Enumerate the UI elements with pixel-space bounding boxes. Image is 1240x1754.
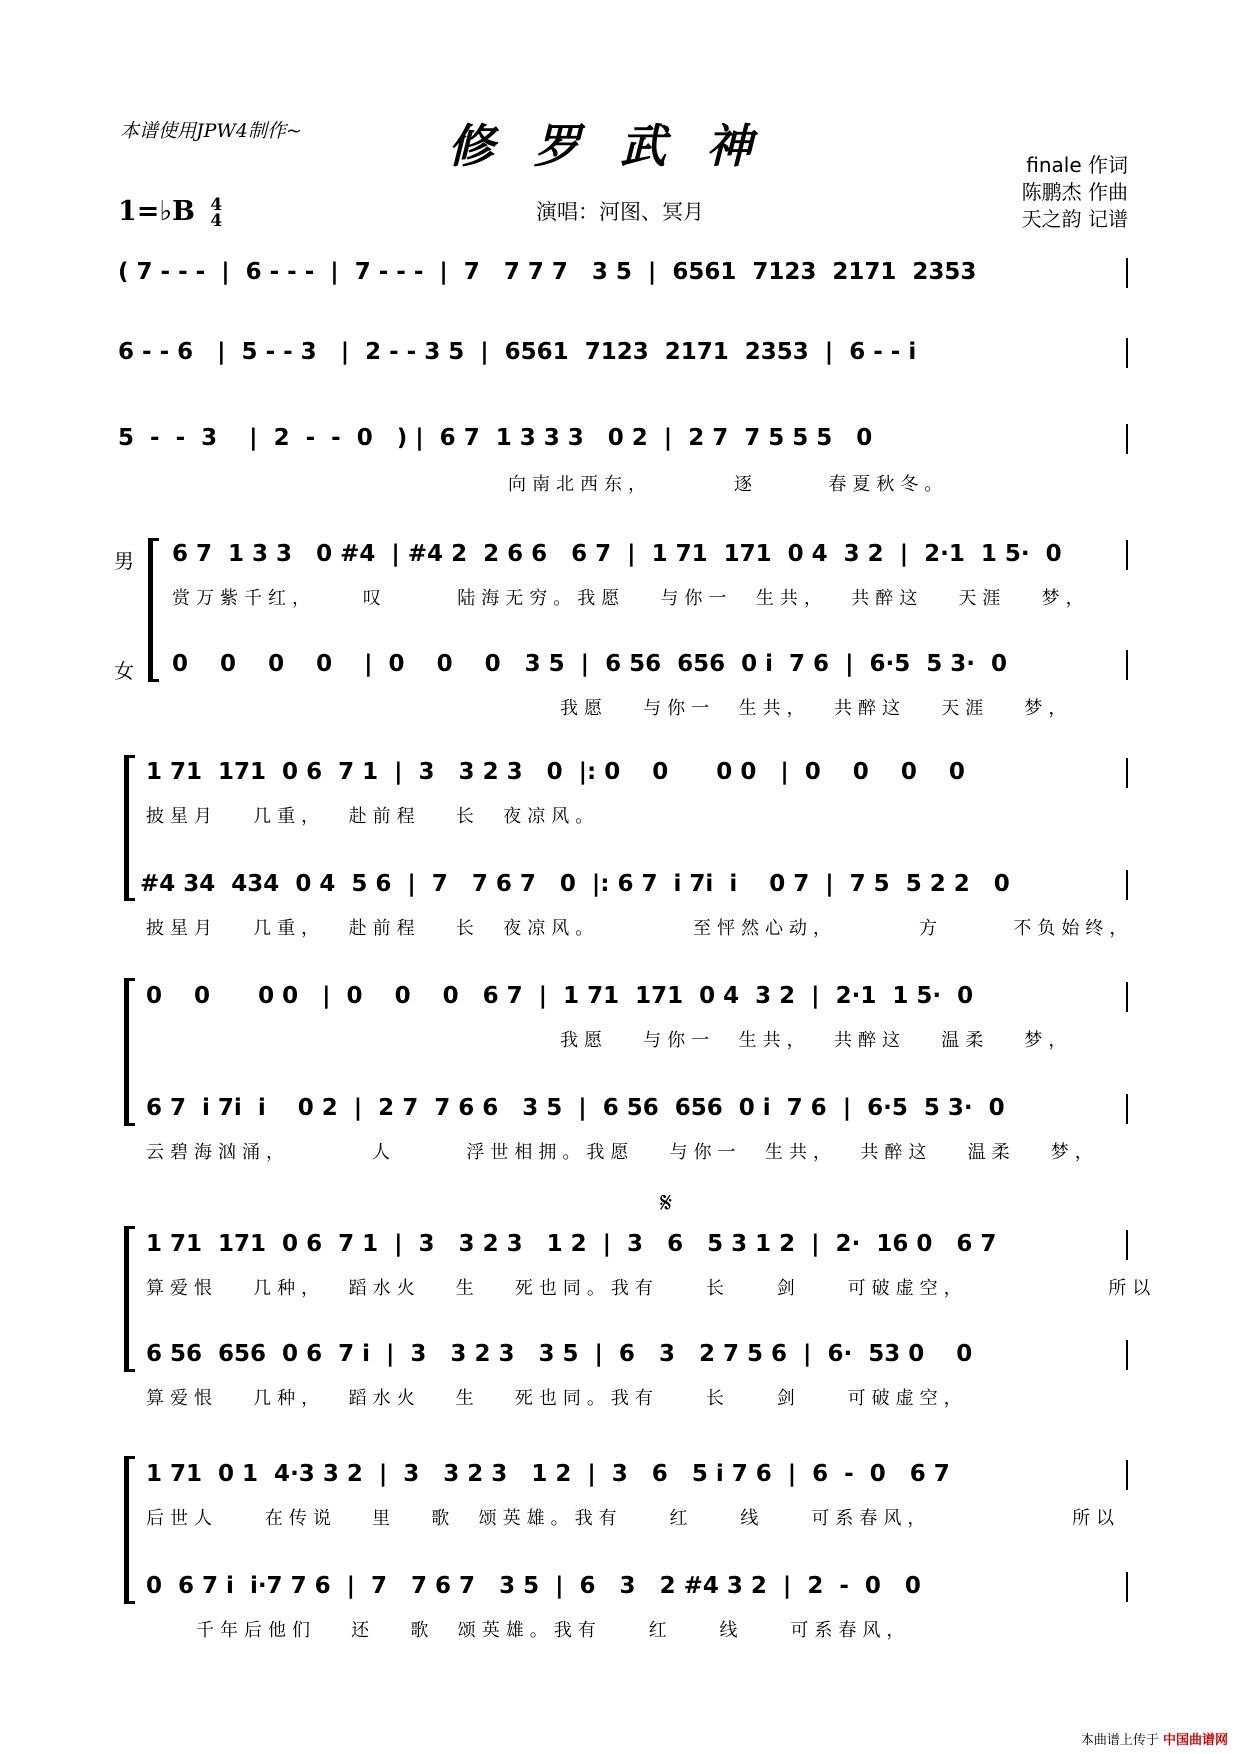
- lyric-line-6-female: 云碧海汹涌， 人 浮世相拥。我愿 与你一 生共， 共醉这 温柔 梦，: [146, 1142, 1099, 1163]
- end-barline: [1126, 540, 1128, 570]
- score-line-6-female: 6 7 i 7i i 0 2 | 2 7 7 6 6 3 5 | 6 56 656 0 i 7 6 | 6·5 5 3· 0: [146, 1095, 1005, 1121]
- lyric-line-6-male: 我愿 与你一 生共， 共醉这 温柔 梦，: [560, 1030, 1073, 1051]
- system-brace: [124, 1456, 135, 1604]
- end-barline: [1126, 982, 1128, 1012]
- lyric-line-5-male: 披星月 几重， 赴前程 长 夜凉风。: [146, 806, 600, 827]
- score-line-5-female: #4 34 434 0 4 5 6 | 7 7 6 7 0 |: 6 7 i 7i i 0 7 | 7 5 5 2 2 0: [140, 871, 1010, 897]
- end-barline: [1126, 1460, 1128, 1490]
- end-barline: [1126, 258, 1128, 288]
- end-barline: [1126, 338, 1128, 368]
- end-barline: [1126, 870, 1128, 900]
- score-line-4-female: 0 0 0 0 | 0 0 0 3 5 | 6 56 656 0 i 7 6 | 6·5 5 3· 0: [172, 651, 1008, 677]
- lyric-line-7-female: 算爱恨 几种， 蹈水火 生 死也同。我有 长 剑 可破虚空，: [146, 1388, 968, 1409]
- lyric-line-3: 向南北西东， 逐 春夏秋冬。: [508, 474, 949, 495]
- end-barline: [1126, 1572, 1128, 1602]
- score-line-2: 6 - - 6 | 5 - - 3 | 2 - - 3 5 | 6561 7123 2171 2353 | 6 - - i: [118, 339, 917, 365]
- end-barline: [1126, 758, 1128, 788]
- system-brace: [124, 978, 135, 1126]
- score-line-5-male: 1 71 171 0 6 7 1 | 3 3 2 3 0 |: 0 0 0 0 | 0 0 0 0: [146, 759, 965, 785]
- end-barline: [1126, 1230, 1128, 1260]
- time-bottom: 4: [210, 210, 223, 231]
- male-part-label: 男: [114, 549, 134, 573]
- segno-symbol: 𝄋: [660, 1186, 673, 1219]
- end-barline: [1126, 424, 1128, 454]
- lyric-line-8-female: 千年后他们 还 歌 颂英雄。我有 红 线 可系春风，: [196, 1620, 911, 1641]
- end-barline: [1126, 1340, 1128, 1370]
- footer: [1081, 1729, 1228, 1748]
- score-line-8-female: 0 6 7 i i·7 7 6 | 7 7 6 7 3 5 | 6 3 2 #4 3 2 | 2 - 0 0: [146, 1573, 921, 1599]
- site-logo[interactable]: 中国曲谱网: [1162, 1733, 1228, 1748]
- lyric-line-4-female: 我愿 与你一 生共， 共醉这 天涯 梦，: [560, 698, 1073, 719]
- key-label: 1=♭B: [118, 196, 195, 227]
- footer-uploaded: 本曲谱上传于: [1080, 1733, 1159, 1748]
- female-part-label: 女: [114, 659, 134, 683]
- singers: 演唱：河图、冥月: [536, 200, 704, 224]
- made-with-note: 本谱使用JPW4制作~: [120, 120, 302, 142]
- page-title: 修罗武神: [448, 119, 792, 173]
- system-brace: [124, 1226, 135, 1372]
- time-top: 4: [210, 194, 223, 215]
- score-line-6-male: 0 0 0 0 | 0 0 0 6 7 | 1 71 171 0 4 3 2 | 2·1 1 5· 0: [146, 983, 974, 1009]
- lyricist-credit: finale 作词: [1026, 153, 1128, 177]
- lyric-line-5-female: 披星月 几重， 赴前程 长 夜凉风。 至怦然心动， 方 不负始终，: [146, 918, 1134, 939]
- score-line-1: ( 7 - - - | 6 - - - | 7 - - - | 7 7 7 7 3 5 | 6561 7123 2171 2353: [118, 259, 977, 285]
- lyric-line-7-male: 算爱恨 几种， 蹈水火 生 死也同。我有 长 剑 可破虚空， 所以: [146, 1278, 1157, 1299]
- score-line-8-male: 1 71 0 1 4·3 3 2 | 3 3 2 3 1 2 | 3 6 5 i 7 6 | 6 - 0 6 7: [146, 1461, 950, 1487]
- system-brace: [124, 755, 135, 901]
- score-line-4-male: 6 7 1 3 3 0 #4 | #4 2 2 6 6 6 7 | 1 71 171 0 4 3 2 | 2·1 1 5· 0: [172, 541, 1062, 567]
- score-line-7-female: 6 56 656 0 6 7 i | 3 3 2 3 3 5 | 6 3 2 7 5 6 | 6· 53 0 0: [146, 1341, 973, 1367]
- score-line-3: 5 - - 3 | 2 - - 0 ) | 6 7 1 3 3 3 0 2 | 2 7 7 5 5 5 0: [118, 425, 873, 451]
- end-barline: [1126, 1094, 1128, 1124]
- lyric-line-8-male: 后世人 在传说 里 歌 颂英雄。我有 红 线 可系春风， 所以: [146, 1508, 1120, 1529]
- system-brace: [148, 538, 159, 682]
- transcriber-credit: 天之韵 记谱: [1021, 207, 1128, 231]
- end-barline: [1126, 650, 1128, 680]
- score-line-7-male: 1 71 171 0 6 7 1 | 3 3 2 3 1 2 | 3 6 5 3 1 2 | 2· 16 0 6 7: [146, 1231, 997, 1257]
- composer-credit: 陈鹏杰 作曲: [1021, 180, 1128, 204]
- lyric-line-4-male: 赏万紫千红， 叹 陆海无穷。我愿 与你一 生共， 共醉这 天涯 梦，: [172, 588, 1090, 609]
